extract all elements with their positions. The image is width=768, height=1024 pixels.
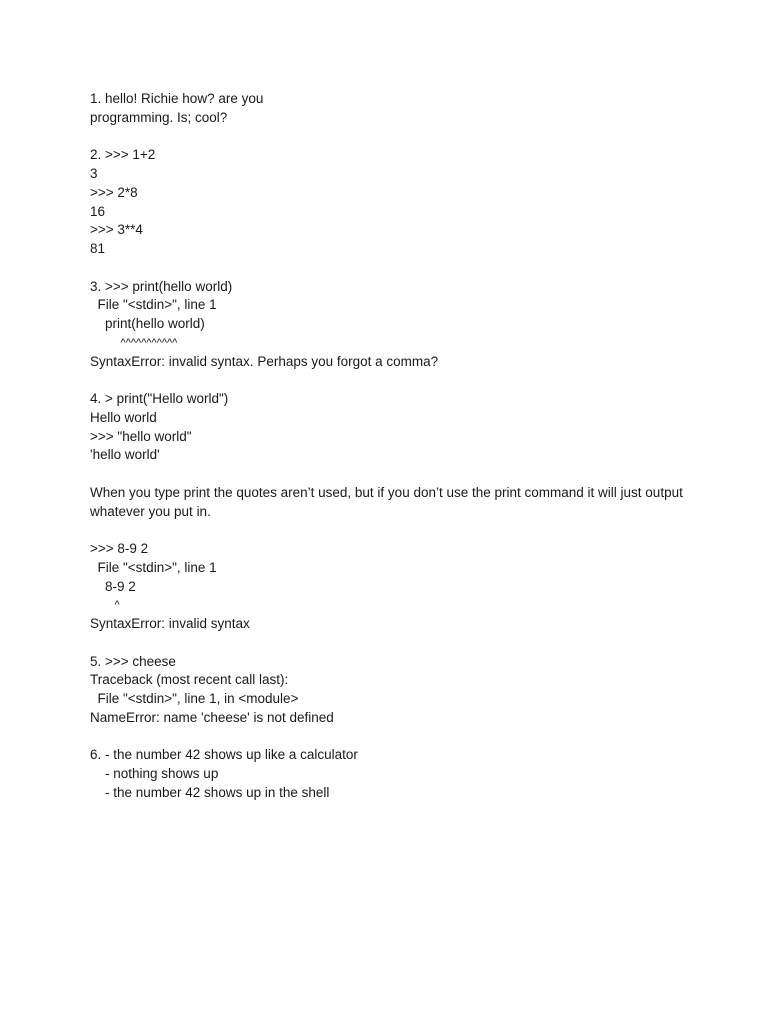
- answer-line: 'hello world': [90, 447, 160, 463]
- answer-line: 4. > print("Hello world"): [90, 391, 229, 406]
- answer-4-syntax-error: [90, 540, 690, 634]
- blank-line: [90, 634, 690, 653]
- answer-line: 8-9 2: [90, 578, 136, 594]
- answer-line: >>> 2*8: [90, 184, 138, 200]
- answer-line: File "<stdin>", line 1: [90, 297, 217, 313]
- blank-line: [90, 728, 690, 747]
- answer-line: Hello world: [90, 409, 157, 425]
- blank-line: [90, 128, 690, 147]
- error-caret-line: ^^^^^^^^^^^: [90, 336, 178, 349]
- answer-5: [90, 653, 690, 728]
- answer-line: >>> 8-9 2: [90, 541, 149, 556]
- blank-line: [90, 521, 690, 540]
- answer-1: [90, 90, 690, 128]
- answer-line: 16: [90, 203, 106, 219]
- blank-line: [90, 371, 690, 390]
- answer-line: 3. >>> print(hello world): [90, 278, 233, 294]
- answer-line: Traceback (most recent call last):: [90, 672, 289, 688]
- document-body: [90, 90, 690, 803]
- answer-line: 5. >>> cheese: [90, 653, 176, 669]
- explanation-paragraph: When you type print the quotes aren’t used, but if you don’t use the print command it will just output whatever you put in.: [90, 484, 683, 519]
- answer-line: - the number 42 shows up in the shell: [90, 784, 330, 800]
- answer-6: [90, 746, 690, 802]
- answer-line: >>> 3**4: [90, 222, 143, 238]
- answer-line: programming. Is; cool?: [90, 109, 228, 125]
- answer-line: 2. >>> 1+2: [90, 147, 156, 163]
- blank-line: [90, 465, 690, 484]
- answer-line: NameError: name 'cheese' is not defined: [90, 709, 334, 725]
- answer-line: - nothing shows up: [90, 766, 219, 781]
- answer-line: 1. hello! Richie how? are you: [90, 91, 264, 106]
- answer-line: 81: [90, 241, 106, 256]
- answer-line: >>> "hello world": [90, 428, 192, 444]
- blank-line: [90, 259, 690, 278]
- answer-line: File "<stdin>", line 1, in <module>: [90, 691, 299, 706]
- error-caret-line: ^: [90, 599, 120, 612]
- answer-line: 3: [90, 166, 98, 181]
- answer-2: [90, 146, 690, 259]
- answer-line: print(hello world): [90, 316, 205, 331]
- answer-line: SyntaxError: invalid syntax: [90, 616, 250, 631]
- answer-line: 6. - the number 42 shows up like a calculator: [90, 747, 358, 763]
- answer-line: File "<stdin>", line 1: [90, 559, 217, 575]
- answer-line: SyntaxError: invalid syntax. Perhaps you forgot a comma?: [90, 353, 439, 369]
- answer-3: [90, 278, 690, 372]
- answer-4: [90, 390, 690, 465]
